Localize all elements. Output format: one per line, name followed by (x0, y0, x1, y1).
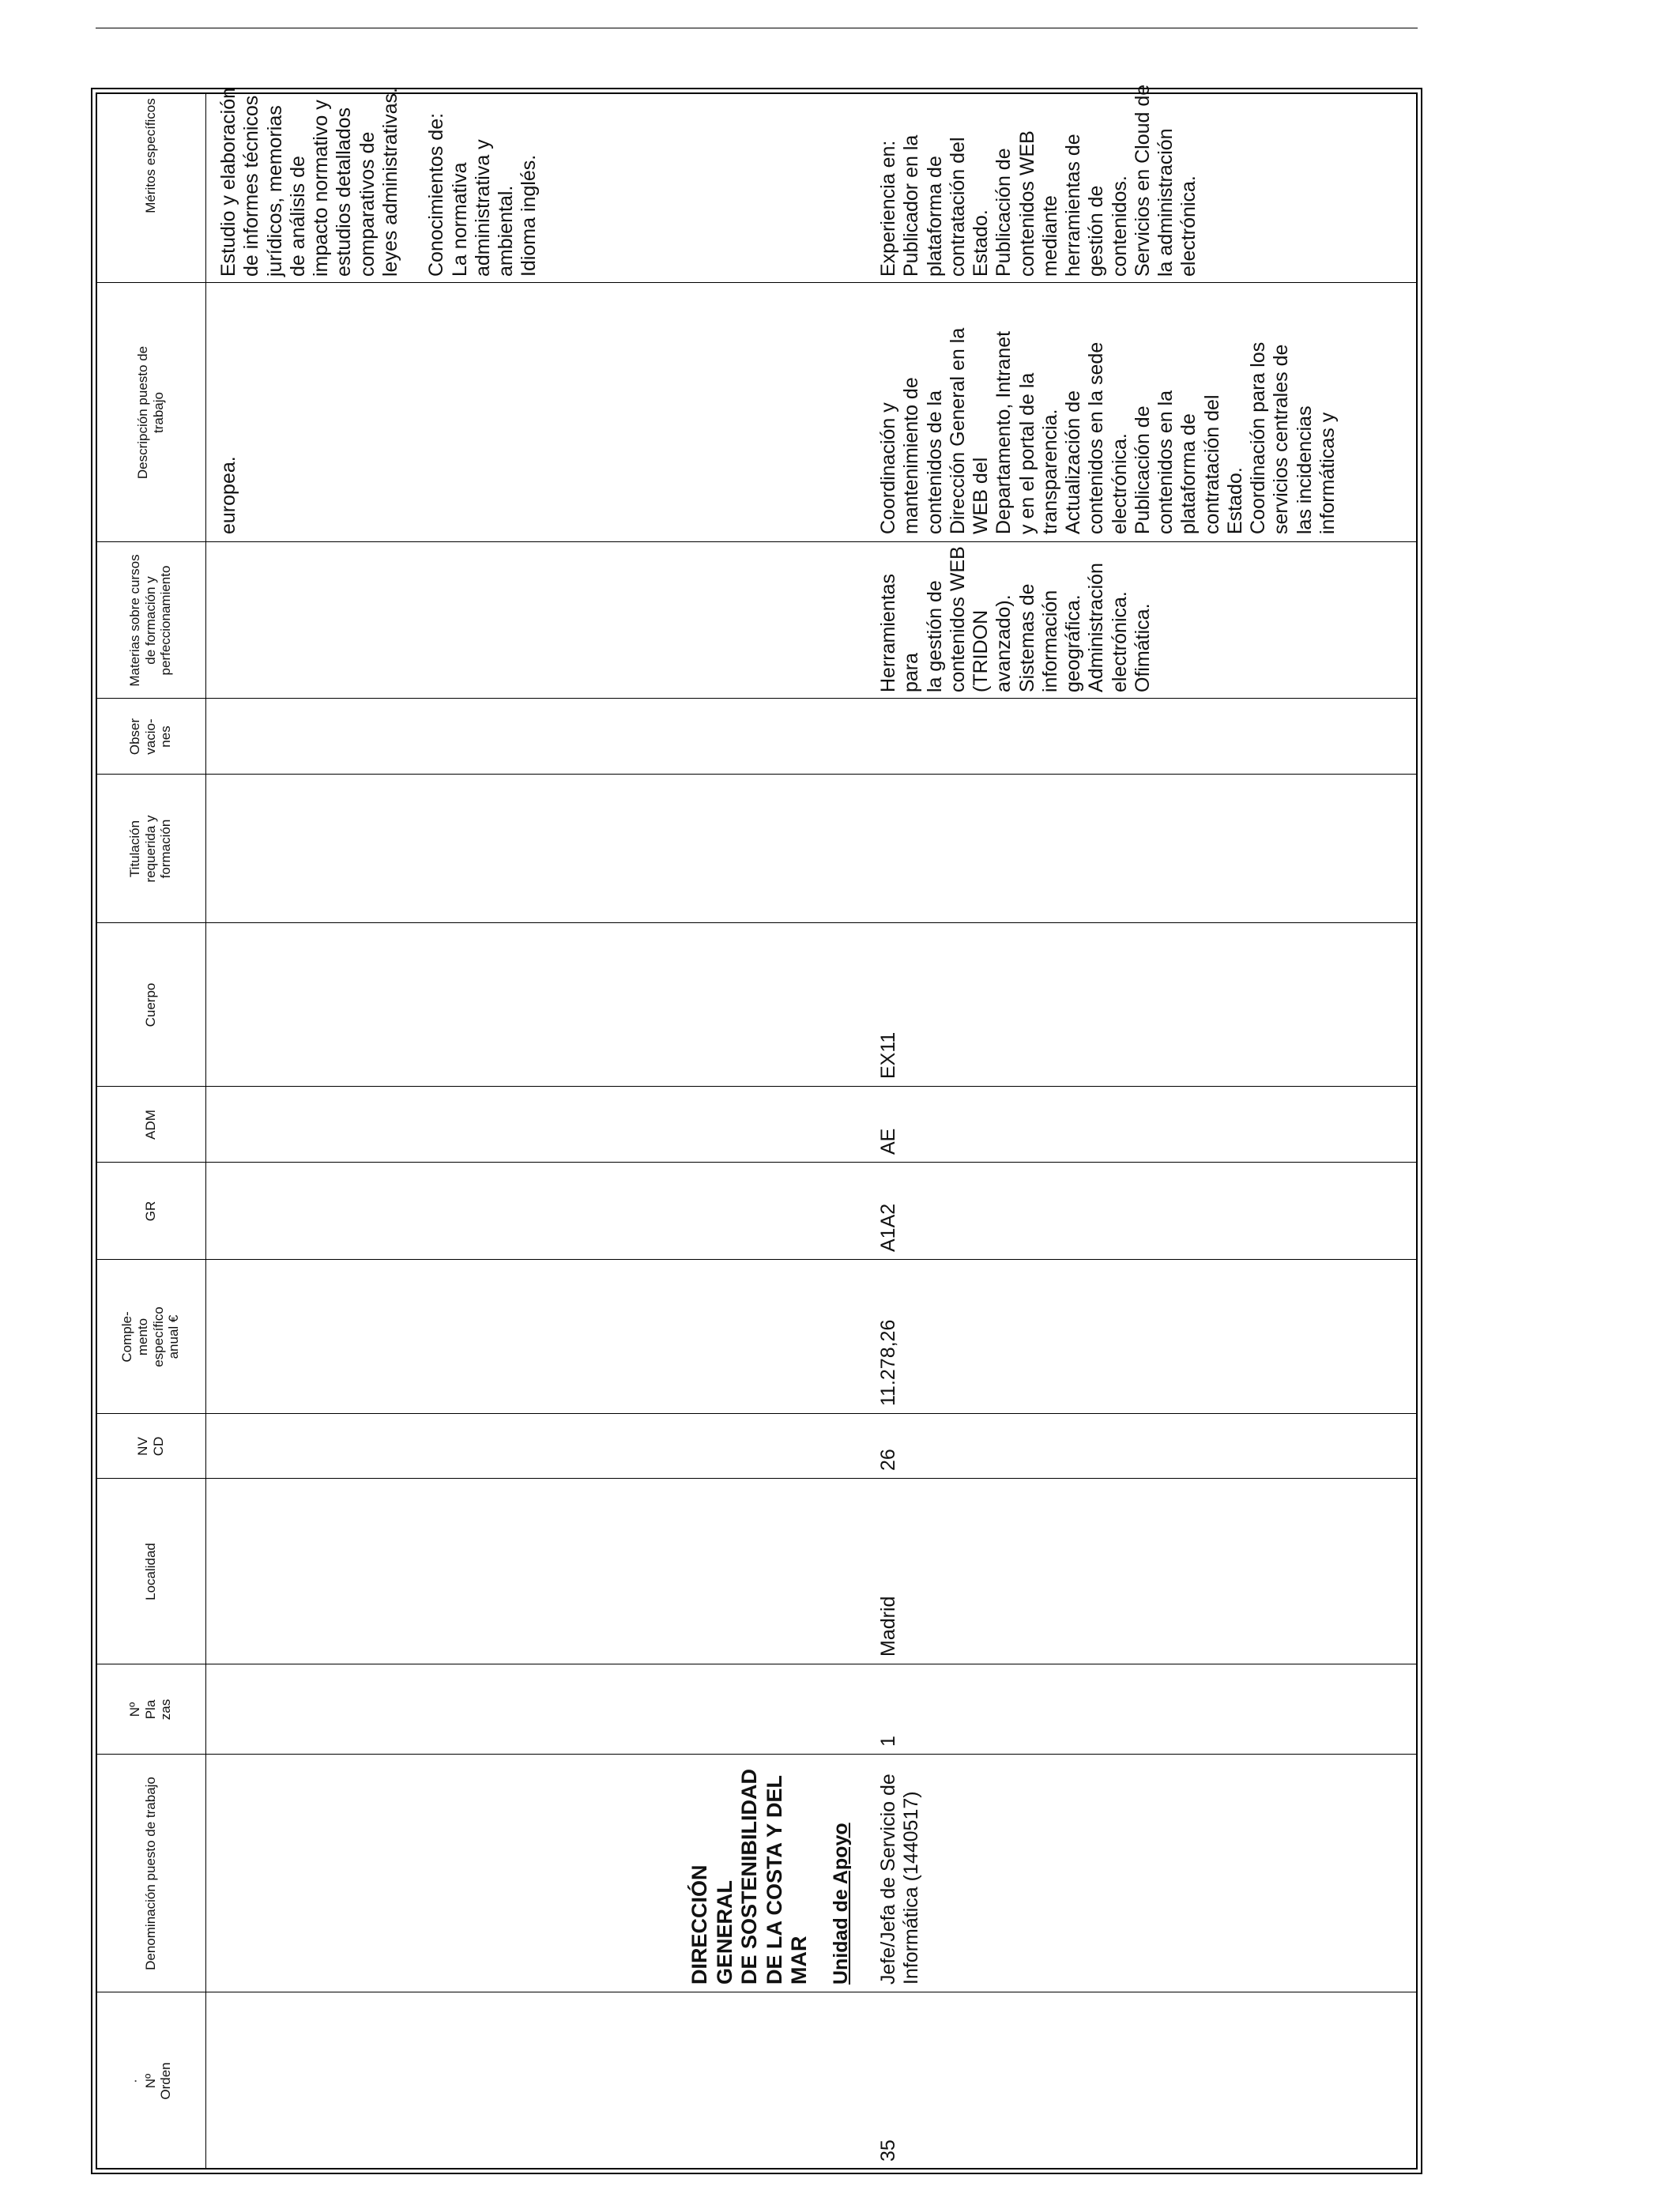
row-plazas: 1 (877, 1736, 899, 1747)
header-meritos: Méritos específicos (142, 98, 158, 213)
column-rule (96, 282, 1418, 283)
header-nivel: NV CD (134, 1436, 166, 1457)
column-rule (96, 541, 1418, 542)
row-complemento: 11.278,26 (877, 1319, 899, 1406)
header-materias: Materias sobre cursos de formación y perfeccionamiento (127, 554, 174, 687)
section-unidad: Unidad de Apoyo (830, 1823, 852, 1985)
header-titulacion: Titulación requerida y formación (127, 815, 174, 883)
header-observaciones: Obser vacio- nes (127, 718, 174, 756)
column-rule (96, 1162, 1418, 1163)
header-localidad: Localidad (142, 1543, 158, 1600)
column-rule (96, 922, 1418, 923)
row-localidad: Madrid (877, 1596, 899, 1657)
row-meritos: Experiencia en: Publicador en la plataforma de contratación del Estado. Publicación de contenidos WEB mediante herramientas de gestión de contenidos. Servicios en Cloud de la administración electrónica. (877, 84, 1200, 277)
column-rule (96, 774, 1418, 775)
row-descripcion: Coordinación y mantenimiento de contenidos de la Dirección General en la WEB del Departamento, Intranet y en el portal de la transparencia. Actualización de contenidos en la sede electrónica. Publicación de contenidos en la plataforma de contratación del Estado. Coordinación para los servicios centrales de las incidencias informáticas y (877, 327, 1339, 534)
continuation-meritos: Estudio y elaboración de informes técnicos jurídicos, memorias de análisis de impacto normativo y estudios detallados comparativos de leyes administrativas. Conocimientos de: La normativa administrativa y ambiental. Idioma inglés. (217, 87, 541, 277)
header-orden: · Nº Orden (127, 2062, 174, 2100)
column-rule (96, 1413, 1418, 1414)
header-denominacion: Denominación puesto de trabajo (142, 1777, 158, 1970)
continuation-descripcion: europea. (217, 456, 239, 534)
column-rule (96, 1086, 1418, 1087)
column-rule (96, 1259, 1418, 1260)
row-denominacion: Jefe/Jefa de Servicio de Informática (1440517) (877, 1774, 923, 1985)
header-cuerpo: Cuerpo (142, 982, 158, 1027)
header-plazas: Nº Pla zas (127, 1698, 174, 1721)
row-nivel: 26 (877, 1449, 899, 1471)
header-bottom-rule (205, 92, 206, 2169)
row-cuerpo: EX11 (877, 1031, 899, 1079)
header-complemento: Comple- mento específico anual € (119, 1306, 182, 1367)
row-grupo: A1A2 (877, 1203, 899, 1252)
row-adm: AE (877, 1128, 899, 1155)
section-direccion-general: DIRECCIÓN GENERAL DE SOSTENIBILIDAD DE LA COSTA Y DEL MAR (687, 1768, 812, 1985)
header-adm: ADM (142, 1110, 158, 1140)
row-materias: Herramientas para la gestión de contenidos WEB (TRIDON avanzado). Sistemas de información geográfica. Administración electrónica. Ofimática. (877, 546, 1154, 692)
column-rule (96, 1754, 1418, 1755)
header-descripcion: Descripción puesto de trabajo (134, 345, 166, 480)
header-grupo: GR (142, 1201, 158, 1222)
job-positions-table (91, 84, 1422, 2174)
row-orden: 35 (877, 2139, 899, 2162)
column-rule (96, 1478, 1418, 1479)
column-rule (96, 698, 1418, 699)
